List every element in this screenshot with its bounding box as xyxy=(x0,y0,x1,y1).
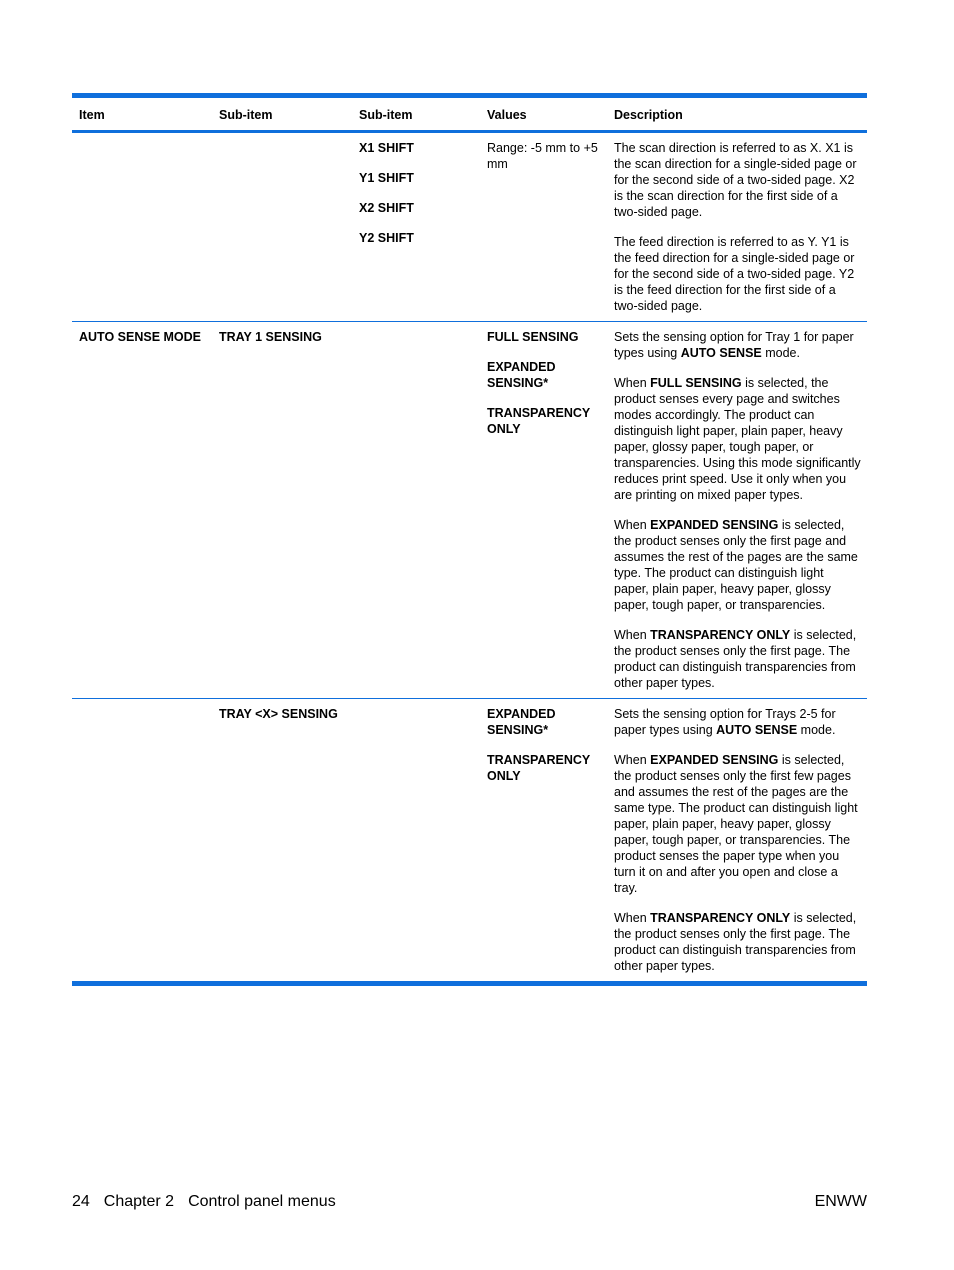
row-subitem-1 xyxy=(212,132,352,322)
row-subitem-1: TRAY 1 SENSING xyxy=(219,330,322,344)
description-paragraph: Sets the sensing option for Trays 2-5 for paper types using AUTO SENSE mode. xyxy=(614,707,836,737)
table-header-row xyxy=(72,96,867,132)
chapter-label: Chapter 2 xyxy=(103,1193,175,1210)
row-values xyxy=(480,132,607,322)
row-values xyxy=(480,322,607,699)
table-row xyxy=(72,132,867,322)
value-option: EXPANDED SENSING* xyxy=(487,360,556,390)
subitem-value: X2 SHIFT xyxy=(359,201,414,215)
description-paragraph: When EXPANDED SENSING is selected, the product senses only the first page and assumes the rest of the pages are the same type. The product can distinguish light paper, plain paper, heavy paper, glossy paper, tough paper, or transparencies. xyxy=(614,518,858,612)
menu-table xyxy=(72,93,867,986)
row-subitem-2 xyxy=(352,322,480,699)
description-paragraph: The scan direction is referred to as X. X1 is the scan direction for a single-sided page or for the second side of a two-sided page. X2 is the scan direction for the first side of a two-sided page. xyxy=(614,141,857,219)
footer-left xyxy=(72,1192,350,1212)
header-values: Values xyxy=(487,108,527,122)
row-subitem-2 xyxy=(352,699,480,984)
row-item xyxy=(72,132,212,322)
value-option: FULL SENSING xyxy=(487,330,579,344)
header-subitem-1: Sub-item xyxy=(219,108,273,122)
table-row xyxy=(72,699,867,984)
value-option: Range: -5 mm to +5 mm xyxy=(487,141,598,171)
header-subitem-2: Sub-item xyxy=(359,108,413,122)
value-option: EXPANDED SENSING* xyxy=(487,707,556,737)
page-number: 24 xyxy=(72,1193,90,1210)
description-paragraph: The feed direction is referred to as Y. Y1 is the feed direction for a single-sided page or for the second side of a two-sided page. Y2 is the feed direction for the first side of a two-sided page. xyxy=(614,235,855,313)
row-subitem-2 xyxy=(352,132,480,322)
row-item: AUTO SENSE MODE xyxy=(79,330,202,344)
chapter-title: Control panel menus xyxy=(188,1193,336,1210)
description-paragraph: When EXPANDED SENSING is selected, the product senses only the first few pages and assumes the rest of the pages are the same type. The product can distinguish light paper, plain paper, heavy paper, glossy paper, tough paper, or transparencies. The product senses the paper type when you turn it on and after you open and close a tray. xyxy=(614,753,858,895)
description-paragraph: When FULL SENSING is selected, the product senses every page and switches modes accordingly. The product can distinguish light paper, plain paper, heavy paper, glossy paper, tough paper, or transparencies. Using this mode significantly reduces print speed. Use it only when you are printing on mixed paper types. xyxy=(614,376,861,502)
row-description xyxy=(607,132,867,322)
description-paragraph: When TRANSPARENCY ONLY is selected, the product senses only the first page. The product can distinguish transparencies from other paper types. xyxy=(614,628,857,690)
row-values xyxy=(480,699,607,984)
footer-right: ENWW xyxy=(814,1193,867,1210)
description-paragraph: When TRANSPARENCY ONLY is selected, the product senses only the first page. The product can distinguish transparencies from other paper types. xyxy=(614,911,857,973)
row-description xyxy=(607,699,867,984)
value-option: TRANSPARENCY ONLY xyxy=(487,406,591,436)
header-description: Description xyxy=(614,108,683,122)
row-subitem-1: TRAY <X> SENSING xyxy=(219,707,338,721)
value-option: TRANSPARENCY ONLY xyxy=(487,753,591,783)
header-item: Item xyxy=(79,108,105,122)
subitem-value: Y2 SHIFT xyxy=(359,231,414,245)
row-description xyxy=(607,322,867,699)
subitem-value: X1 SHIFT xyxy=(359,141,414,155)
description-paragraph: Sets the sensing option for Tray 1 for paper types using AUTO SENSE mode. xyxy=(614,330,854,360)
row-item xyxy=(72,699,212,984)
table-row xyxy=(72,322,867,699)
subitem-value: Y1 SHIFT xyxy=(359,171,414,185)
